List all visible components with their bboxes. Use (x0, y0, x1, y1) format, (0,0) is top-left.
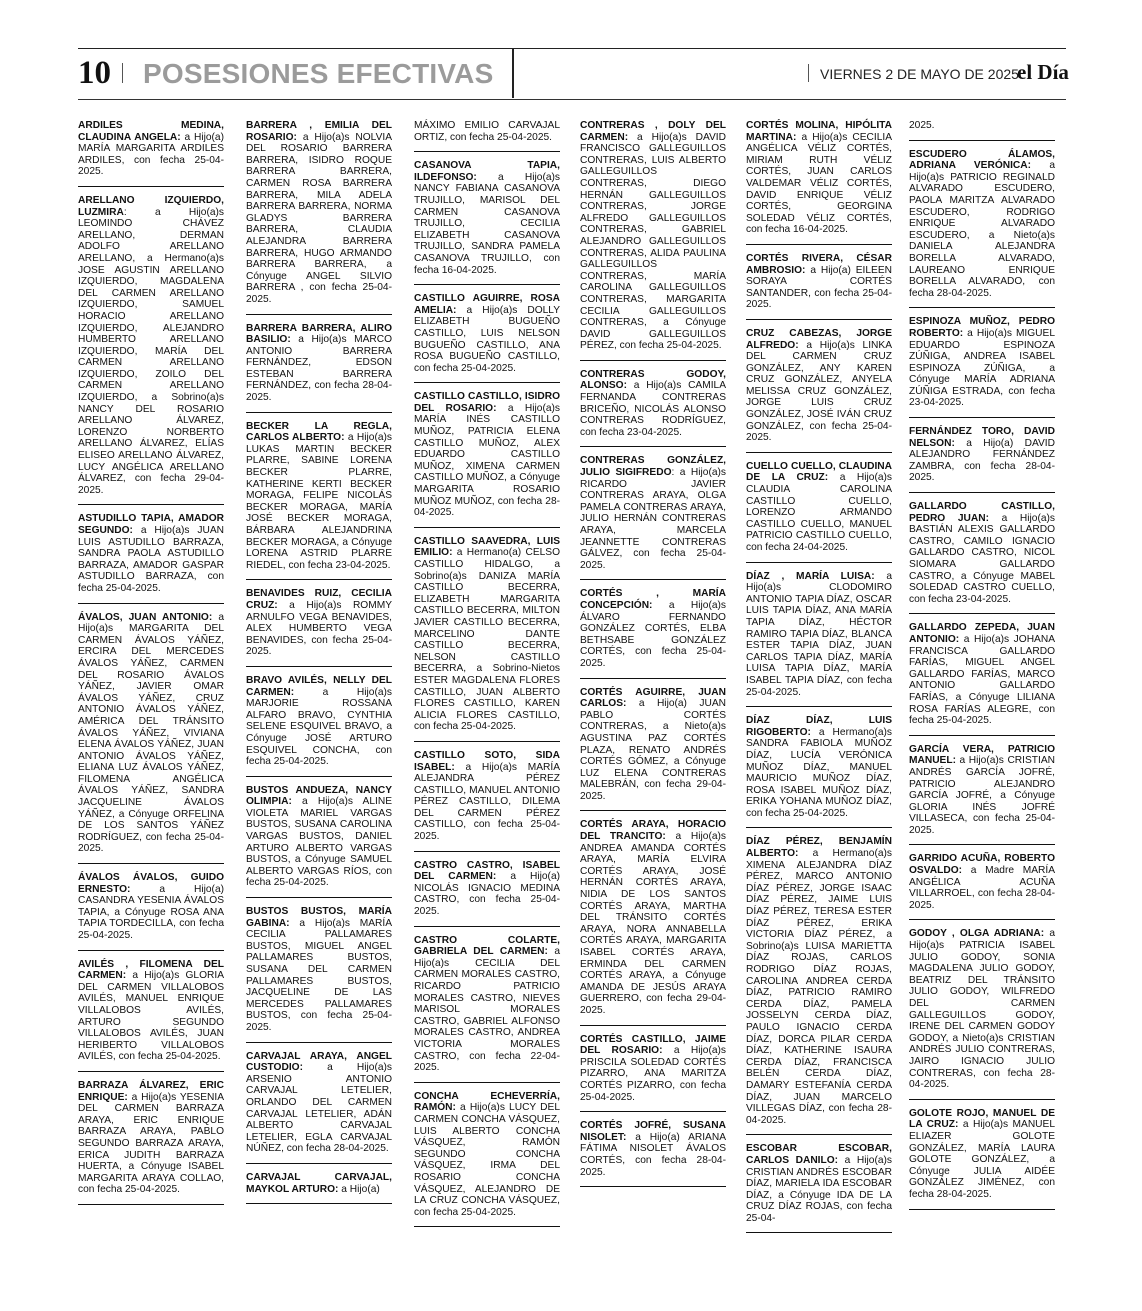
deceased-name: ARDILES MEDINA, CLAUDINA ANGELA: (78, 120, 224, 143)
notice-entry (746, 571, 892, 708)
deceased-name: CORTÉS RIVERA, CÉSAR AMBROSIO: (746, 252, 892, 276)
deceased-name: BUSTOS BUSTOS, MARÍA GABINA: (246, 906, 392, 929)
heirs-text: a Hijo(a)s CAMILA FERNANDA CONTRERAS BRICEÑO, NICOLÁS ALONSO CONTRERAS RODRÍGUEZ, con fecha 23-04-2025. (580, 380, 726, 438)
notice-entry (909, 149, 1055, 309)
notice-entry (580, 1120, 726, 1187)
notice-entry (78, 195, 224, 505)
heirs-text: a Hijo(a)s MIGUEL EDUARDO ESPINOZA ZÚÑIGA, ANDREA ISABEL ESPINOZA ZÚÑIGA, a Cónyuge MARÍA ADRIANA ZÚÑIGA ESTRADA, con fecha 23-04-2025. (909, 327, 1055, 409)
notice-entry (246, 120, 392, 315)
heirs-text: a Hijo(a)s LINKA DEL CARMEN CRUZ GONZÁLEZ, ANY KAREN CRUZ GONZÁLEZ, ANYELA MELISSA CRUZ GONZÁLEZ, JORGE LUIS CRUZ GONZÁLEZ, JOSÉ IVÁN CRUZ GONZÁLEZ, con fecha 25-04-2025. (746, 339, 892, 444)
deceased-name: CASANOVA TAPIA, ILDEFONSO: (414, 160, 560, 183)
continued-text: 2025. (909, 120, 1055, 141)
deceased-name: BARRERA BARRERA, ALIRO BASILIO: (246, 322, 392, 346)
deceased-name: AVILÉS , FILOMENA DEL CARMEN: (78, 958, 224, 982)
heirs-text: a Hijo(a)s MARJORIE ROSSANA ALFARO BRAVO, CYNTHIA SELENE ESQUIVEL BRAVO, a Cónyuge JOSÉ ARTURO ESQUIVEL CONCHA, con fecha 25-04-2025. (246, 686, 392, 768)
notice-entry (746, 715, 892, 828)
notice-entry (414, 860, 560, 927)
deceased-name: ESCUDERO ÁLAMOS, ADRIANA VERÓNICA: (909, 148, 1055, 172)
heirs-text: a Hijo(a)s ANDREA AMANDA CORTÉS ARAYA, MARÍA ELVIRA CORTÉS ARAYA, JOSÉ HERNÁN CORTÉS ARAYA, NIDIA DE LOS SANTOS CORTÉS ARAYA, MARTHA DEL TRÁNSITO CORTÉS ARAYA, NORA ANNABELLA CORTÉS ARAYA, MARGARITA ISABEL CORTÉS ARAYA, ERMINDA DEL CARMEN CORTÉS ARAYA, a Cónyuge AMANDA DE JESÚS ARAYA GUERRERO, con fecha 29-04-2025. (580, 831, 726, 1016)
notice-entry (580, 687, 726, 812)
deceased-name: DÍAZ PÉREZ, BENJAMÍN ALBERTO: (746, 836, 892, 860)
notice-entry (246, 1172, 392, 1204)
deceased-name: CASTILLO AGUIRRE, ROSA AMELIA: (414, 293, 560, 316)
heirs-text: a Hermano(a) CELSO CASTILLO HIDALGO, a Sobrino(a)s DANIZA MARÍA CASTILLO BECERRA, ELIZABETH MARGARITA CASTILLO BECERRA, MILTON JAVIER CASTILLO BECERRA, MARCELINO DANTE CASTILLO BECERRA, NELSON CASTILLO BECERRA, a Sobrino-Nietos ESTER MAGDALENA FLORES CASTILLO, JUAN ALBERTO FLORES CASTILLO, KAREN ALICIA FLORES CASTILLO, con fecha 25-04-2025. (414, 547, 560, 733)
heirs-text: a Hijo(a)s LUKAS MARTIN BECKER PLARRE, SABINE LORENA BECKER PLARRE, KATHERINE KERTI BECKER MORAGA, FELIPE NICOLÁS BECKER MORAGA, MARÍA JOSÉ BECKER MORAGA, BÁRBARA ALEJANDRINA BECKER MORAGA, a Cónyuge LORENA ASTRID PLARRE RIEDEL, con fecha 23-04-2025. (246, 432, 392, 571)
column-3 (414, 120, 560, 1235)
notice-entry (909, 853, 1055, 920)
notice-entry (246, 1051, 392, 1164)
heirs-text: a Hijo(a)s JUAN LUIS ASTUDILLO BARRAZA, SANDRA PAOLA ASTUDILLO BARRAZA, AMADOR GASPAR ASTUDILLO BARRAZA, con fecha 25-04-2025. (78, 525, 224, 594)
notice-entry (246, 323, 392, 413)
page-number: 10 (78, 55, 111, 91)
deceased-name: GARRIDO ACUÑA, ROBERTO OSVALDO: (909, 853, 1055, 877)
notice-entry (78, 872, 224, 951)
heirs-text: a Hijo(a)s MARÍA ALEJANDRA PÉREZ CASTILLO, MANUEL ANTONIO PÉREZ CASTILLO, DILEMA DEL CARMEN PÉREZ CASTILLO, con fecha 25-04-2025. (414, 761, 560, 843)
deceased-name: GOLOTE ROJO, MANUEL DE LA CRUZ: (909, 1107, 1055, 1131)
heirs-text: a Hijo(a) (338, 1183, 380, 1195)
section-title: POSESIONES EFECTIVAS (143, 58, 494, 89)
notice-entry (746, 1143, 892, 1233)
heirs-text: a Hijo(a) MARÍA MARGARITA ARDILES ARDILES, con fecha 25-04-2025. (78, 131, 224, 178)
newspaper-logo: el Día (1017, 60, 1069, 84)
notice-entry (909, 316, 1055, 418)
notice-entry (414, 160, 560, 285)
notice-entry (78, 513, 224, 603)
heirs-text: a Hijo(a) CASANDRA YESENIA ÁVALOS TAPIA, a Cónyuge ROSA ANA TAPIA TORDECILLA, con fecha 25-04-2025. (78, 883, 224, 941)
notice-entry (580, 369, 726, 448)
heirs-text: a Hijo(a)s MANUEL ELIAZER GOLOTE GONZÁLEZ, MARÍA LAURA GOLOTE GONZÁLEZ, a Cónyuge JULIA AIDÉE GONZÁLEZ JIMÉNEZ, con fecha 28-04-2025. (909, 1119, 1055, 1200)
header-divider (512, 48, 514, 98)
heirs-text: a Madre MARÍA ANGÉLICA ACUÑA VILLARROEL, con fecha 28-04-2025. (909, 865, 1055, 911)
heirs-text: a Hijo(a)s DOLLY ELIZABETH BUGUEÑO CASTILLO, LUIS NELSON BUGUEÑO CASTILLO, ANA ROSA BUGUEÑO CASTILLO, con fecha 25-04-2025. (414, 304, 560, 374)
column-2 (246, 120, 392, 1212)
heirs-text: a Hijo(a)s CECILIA DEL CARMEN MORALES CASTRO, RICARDO PATRICIO MORALES CASTRO, NIEVES MARISOL MORALES CASTRO, GABRIEL ALFONSO MORALES CASTRO, ANDREA VICTORIA MORALES CASTRO, con fecha 22-04-2025. (414, 946, 560, 1074)
heirs-text: a Hijo(a)s MARGARITA DEL CARMEN ÁVALOS YÁÑEZ, ERCIRA DEL MERCEDES ÁVALOS YÁÑEZ, CARMEN DEL ROSARIO ÁVALOS YÁÑEZ, JAVIER OMAR ÁVALOS YÁÑEZ, CRUZ ANTONIO ÁVALOS YÁÑEZ, AMÉRICA DEL TRÁNSITO ÁVALOS YÁÑEZ, VIVIANA ELENA ÁVALOS YÁÑEZ, JUAN ANTONIO ÁVALOS YÁÑEZ, ELIANA LUZ ÁVALOS YÁÑEZ, FILOMENA ANGÉLICA ÁVALOS YÁÑEZ, SANDRA JACQUELINE ÁVALOS YÁÑEZ, a Cónyuge ORFELINA DE LOS SANTOS YÁÑEZ RODRÍGUEZ, con fecha 25-04-2025. (78, 611, 225, 855)
deceased-name: CORTÉS CASTILLO, JAIME DEL ROSARIO: (580, 1033, 726, 1057)
deceased-name: CASTILLO SOTO, SIDA ISABEL: (414, 749, 560, 773)
deceased-name: CRUZ CABEZAS, JORGE ALFREDO: (746, 327, 892, 351)
notice-entry (909, 744, 1055, 846)
notice-entry (580, 1034, 726, 1113)
heirs-text: a Hijo(a)s ÁLVARO FERNANDO GONZÁLEZ CORTÉS, ELBA BETHSABE GONZÁLEZ CORTÉS, con fecha 25-04-2025. (580, 599, 726, 669)
deceased-name: GALLARDO ZEPEDA, JUAN ANTONIO: (909, 622, 1055, 645)
column-1 (78, 120, 224, 1213)
deceased-name: CORTÉS AGUIRRE, JUAN CARLOS: (580, 686, 726, 710)
header-bottom-rule (78, 99, 1066, 100)
notice-entry (78, 1080, 224, 1205)
date-separator (808, 64, 809, 82)
deceased-name: CONTRERAS , DOLY DEL CARMEN: (580, 120, 726, 143)
deceased-name: CARVAJAL CARVAJAL, MAYKOL ARTURO: (246, 1171, 392, 1195)
heirs-text: a Hijo(a)s CECILIA ANGÉLICA VÉLIZ CORTÉS, MIRIAM RUTH VÉLIZ CORTÉS, JUAN CARLOS VALDEMAR VÉLIZ CORTÉS, DAVID ENRIQUE VÉLIZ CORTÉS, GEORGINA SOLEDAD VÉLIZ CORTÉS, con fecha 16-04-2025. (746, 131, 892, 236)
notice-entry (246, 588, 392, 667)
heirs-text: a Hijo(a) EILEEN SORAYA CORTÉS SANTANDER, con fecha 25-04-2025. (746, 264, 892, 311)
heirs-text: a Hijo(a)s YESENIA DEL CARMEN BARRAZA ARAYA, ERIC ENRIQUE BARRAZA ARAYA, PABLO SEGUNDO BARRAZA ARAYA, ERICA JUDITH BARRAZA HUERTA, a Cónyuge ISABEL MARGARITA ARAYA COLLAO, con fecha 25-04-2025. (78, 1091, 224, 1196)
notice-entry (746, 328, 892, 453)
notice-entry (909, 426, 1055, 493)
heirs-text: : a Hijo(a)s RICARDO JAVIER CONTRERAS ARAYA, OLGA PAMELA CONTRERAS ARAYA, JULIO HERNÁN CONTRERAS ARAYA, MARCELA JEANNETTE CONTRERAS GÁLVEZ, con fecha 25-04-2025. (580, 467, 726, 571)
deceased-name: CARVAJAL ARAYA, ANGEL CUSTODIO: (246, 1050, 392, 1074)
deceased-name: GARCÍA VERA, PATRICIO MANUEL: (909, 743, 1055, 767)
heirs-text: a Hijo(a) JUAN PABLO CORTÉS CONTRERAS, a Nieto(a)s AGUSTINA PAZ CORTÉS PLAZA, RENATO ANDRÉS CORTÉS GÓMEZ, a Cónyuge LUZ ELENA CONTRERAS MALEBRÁN, con fecha 29-04-2025. (580, 698, 726, 802)
heirs-text: a Hijo(a)s PATRICIO REGINALD ALVARADO ESCUDERO, PAOLA MARITZA ALVARADO ESCUDERO, RODRIGO ENRIQUE ALVARADO ESCUDERO, a Nieto(a)s DANIELA ALEJANDRA BORELLA ALVARADO, LAUREANO ENRIQUE BORELLA ALVARADO, con fecha 28-04-2025. (909, 160, 1055, 299)
deceased-name: DÍAZ DÍAZ, LUIS RIGOBERTO: (746, 715, 892, 738)
heirs-text: a Hijo(a)s LUCY DEL CARMEN CONCHA VÁSQUEZ, LUIS ALBERTO CONCHA VÁSQUEZ, RAMÓN SEGUNDO CONCHA VÁSQUEZ, IRMA DEL ROSARIO CONCHA VÁSQUEZ, ALEJANDRO DE LA CRUZ CONCHA VÁSQUEZ, con fecha 25-04-2025. (414, 1102, 560, 1218)
column-6 (909, 120, 1055, 1218)
deceased-name: BARRAZA ÁLVAREZ, ERIC ENRIQUE: (78, 1079, 224, 1103)
deceased-name: CONTRERAS GONZÁLEZ, JULIO SIGIFREDO (580, 455, 726, 479)
heirs-text: a Hijo(a)s BASTIÁN ALEXIS GALLARDO CASTRO, CAMILO IGNACIO GALLARDO CASTRO, NICOL SIOMARA GALLARDO CASTRO, a Cónyuge MABEL SOLEDAD CASTRO CUELLO, con fecha 23-04-2025. (909, 512, 1055, 605)
heirs-text: a Hijo(a)s ALINE VIOLETA MARIEL VARGAS BUSTOS, SUSANA CAROLINA VARGAS BUSTOS, DANIEL ARTURO ALBERTO VARGAS BUSTOS, a Cónyuge SAMUEL ALBERTO VARGAS RÍOS, con fecha 25-04-2025. (246, 796, 392, 889)
notice-entry (246, 785, 392, 898)
deceased-name: CASTILLO CASTILLO, ISIDRO DEL ROSARIO: (414, 391, 560, 414)
heirs-text: a Hijo(a)s DAVID FRANCISCO GALLEGUILLOS CONTRERAS, LUIS ALBERTO GALLEGUILLOS CONTRERAS, DIEGO HERNÁN GALLEGUILLOS CONTRERAS, JORGE ALFREDO GALLEGUILLOS CONTRERAS, GABRIEL ALEJANDRO GALLEGUILLOS CONTRERAS, ALIDA PAULINA GALLEGUILLOS CONTRERAS, MARÍA CAROLINA GALLEGUILLOS CONTRERAS, MARGARITA CECILIA GALLEGUILLOS CONTRERAS, a Cónyuge DAVID GALLEGUILLOS PÉREZ, con fecha 25-04-2025. (580, 131, 726, 352)
heirs-text: a Hijo(a)s JOHANA FRANCISCA GALLARDO FARÍAS, MIGUEL ANGEL GALLARDO FARÍAS, MARCO ANTONIO GALLARDO FARÍAS, a Cónyuge LILIANA ROSA FARÍAS ALEGRE, con fecha 25-04-2025. (909, 633, 1055, 727)
notice-entry (909, 622, 1055, 735)
notice-entry (414, 935, 560, 1083)
heirs-text: a Hijo(a) DAVID ALEJANDRO FERNÁNDEZ ZAMBRA, con fecha 28-04-2025. (909, 437, 1055, 484)
notice-entry (746, 253, 892, 320)
notice-entry (746, 461, 892, 563)
deceased-name: BENAVIDES RUIZ, CECILIA CRUZ: (246, 588, 392, 611)
heirs-text: a Hijo(a)s CRISTIAN ANDRÉS GARCÍA JOFRÉ, PATRICIO ALEJANDRO GARCÍA JOFRÉ, a Cónyuge GLORIA INÉS JOFRÉ VILLASECA, con fecha 25-04-2025. (909, 755, 1055, 836)
notice-entry (78, 959, 224, 1072)
deceased-name: ARELLANO IZQUIERDO, LUZMIRA (78, 194, 224, 218)
deceased-name: BRAVO AVILÉS, NELLY DEL CARMEN: (246, 674, 392, 698)
deceased-name: CUELLO CUELLO, CLAUDINA DE LA CRUZ: (746, 460, 892, 484)
heirs-text: a Hijo(a)s CLODOMIRO ANTONIO TAPIA DÍAZ, OSCAR LUIS TAPIA DÍAZ, ANA MARÍA TAPIA DÍAZ, HÉCTOR RAMIRO TAPIA DÍAZ, BLANCA ESTER TAPIA DÍAZ, JUAN CARLOS TAPIA DÍAZ, MARÍA LUISA TAPIA DÍAZ, MARÍA ISABEL TAPIA DÍAZ, con fecha 25-04-2025. (746, 570, 892, 698)
deceased-name: CASTRO CASTRO, ISABEL DEL CARMEN: (414, 859, 560, 883)
notice-entry (414, 750, 560, 852)
heirs-text: a Hijo(a)s CRISTIAN ANDRÉS ESCOBAR DÍAZ, MARIELA IDA ESCOBAR DÍAZ, a Cónyuge IDA DE LA CRUZ DÍAZ ROJAS, con fecha 25-04- (746, 1154, 892, 1224)
deceased-name: GALLARDO CASTILLO, PEDRO JUAN: (909, 501, 1055, 524)
notice-entry (909, 928, 1055, 1099)
notice-entry (909, 501, 1055, 614)
heirs-text: a Hijo(a)s CLAUDIA CAROLINA CASTILLO CUELLO, LORENZO ARMANDO CASTILLO CUELLO, MANUEL PATRICIO CASTILLO CUELLO, con fecha 24-04-2025. (746, 472, 892, 553)
deceased-name: CONCHA ECHEVERRÍA, RAMÓN: (414, 1090, 560, 1114)
notice-entry (746, 836, 892, 1135)
deceased-name: BUSTOS ANDUEZA, NANCY OLIMPIA: (246, 784, 392, 808)
deceased-name: CASTILLO SAAVEDRA, LUIS EMILIO: (414, 535, 560, 559)
deceased-name: CORTÉS , MARÍA CONCEPCIÓN: (580, 588, 726, 611)
notice-entry (580, 819, 726, 1025)
heirs-text: a Hijo(a) NICOLÁS IGNACIO MEDINA CASTRO, con fecha 25-04-2025. (414, 871, 561, 918)
notice-entry (746, 120, 892, 245)
deceased-name: FERNÁNDEZ TORO, DAVID NELSON: (909, 426, 1055, 449)
deceased-name: ÁVALOS, JUAN ANTONIO: (78, 611, 213, 623)
heirs-text: a Hijo(a)s PATRICIA ISABEL JULIO GODOY, SONIA MAGDALENA JULIO GODOY, BEATRIZ DEL TRÁNSITO JULIO GODOY, WILFREDO DEL CARMEN GALLEGUILLOS GODOY, IRENE DEL CARMEN GODOY GODOY, a Nieto(a)s CRISTIAN ANDRÉS JULIO CONTRERAS, JAIRO IGNACIO JULIO CONTRERAS, con fecha 28-04-2025. (909, 928, 1056, 1091)
heirs-text: a Hermano(a)s SANDRA FABIOLA MUÑOZ DÍAZ, LUCÍA VERÓNICA MUÑOZ DÍAZ, MANUEL MAURICIO MUÑOZ DÍAZ, ROSA ISABEL MUÑOZ DÍAZ, ERIKA YOHANA MUÑOZ DÍAZ, con fecha 25-04-2025. (746, 726, 892, 819)
deceased-name: ÁVALOS ÁVALOS, GUIDO ERNESTO: (78, 872, 224, 895)
notice-entry (580, 455, 726, 580)
deceased-name: CASTRO COLARTE, GABRIELA DEL CARMEN: (414, 934, 560, 958)
notice-entry (909, 1108, 1055, 1210)
deceased-name: ASTUDILLO TAPIA, AMADOR SEGUNDO: (78, 513, 224, 536)
deceased-name: DÍAZ , MARÍA LUISA: (746, 570, 875, 582)
issue-date: VIERNES 2 DE MAYO DE 2025 (820, 66, 1019, 82)
notice-entry (414, 536, 560, 742)
header-top-rule (78, 48, 1066, 49)
header-separator (122, 63, 123, 83)
heirs-text: a Hijo(a)s ROMMY ARNULFO VEGA BENAVIDES, ALEX HUMBERTO VEGA BENAVIDES, con fecha 25-04-2025. (246, 599, 392, 658)
heirs-text: a Hermano(a)s XIMENA ALEJANDRA DÍAZ PÉREZ, MARCO ANTONIO DÍAZ PÉREZ, JORGE ISAAC DÍAZ PÉREZ, JAIME LUIS DÍAZ PÉREZ, TERESA ESTER DÍAZ PÉREZ, ERIKA VICTORIA DÍAZ PÉREZ, a Sobrino(a)s LUISA MARIETTA DÍAZ ROJAS, CARLOS RODRIGO DÍAZ ROJAS, CAROLINA ANDREA CERDA DÍAZ, PATRICIO RAMIRO CERDA DÍAZ, PAMELA JOSSELYN CERDA DÍAZ, PAULO IGNACIO CERDA DÍAZ, DORCA PILAR CERDA DÍAZ, KATHERINE ISAURA CERDA DÍAZ, FRANCISCA BELÉN CERDA DÍAZ, DAMARY ESTEFANÍA CERDA DÍAZ, JUAN MARCELO VILLEGAS DÍAZ, con fecha 28-04-2025. (746, 848, 892, 1126)
continued-text: MÁXIMO EMILIO CARVAJAL ORTIZ, con fecha 25-04-2025. (414, 120, 560, 152)
heirs-text: a Hijo(a) ARIANA FÁTIMA NISOLET ÁVALOS CORTÉS, con fecha 28-04-2025. (580, 1131, 726, 1178)
heirs-text: a Hijo(a)s NOLVIA DEL ROSARIO BARRERA BARRERA, ISIDRO ROQUE BARRERA BARRERA, CARMEN ROSA BARRERA BARRERA, MILA ADELA BARRERA BARRERA, NORMA GLADYS BARRERA BARRERA, CLAUDIA ALEJANDRA BARRERA BARRERA, HUGO ARMANDO BARRERA BARRERA, a Cónyuge ANGEL SILVIO BARRERA , con fecha 25-04-2025. (246, 131, 392, 305)
column-4 (580, 120, 726, 1195)
heirs-text: : a Hijo(a)s LEOMINDO CHÁVEZ ARELLANO, DERMAN ADOLFO ARELLANO ARELLANO, a Hermano(a)s JOSE AGUSTIN ARELLANO IZQUIERDO, MAGDALENA DEL CARMEN ARELLANO IZQUIERDO, SAMUEL HORACIO ARELLANO IZQUIERDO, ALEJANDRO HUMBERTO ARELLANO IZQUIERDO, MARÍA DEL CARMEN ARELLANO IZQUIERDO, ZOILO DEL CARMEN ARELLANO IZQUIERDO, a Sobrino(a)s NANCY DEL ROSARIO ARELLANO ÁLVAREZ, LORENZO NORBERTO ARELLANO ÁLVAREZ, ELÍAS ELISEO ARELLANO ÁLVAREZ, LUCY ANGÉLICA ARELLANO ÁLVAREZ, con fecha 29-04-2025. (78, 206, 224, 496)
heirs-text: a Hijo(a)s MARCO ANTONIO BARRERA FERNÁNDEZ, EDSON ESTEBAN BARRERA FERNÁNDEZ, con fecha 28-04-2025. (246, 334, 392, 404)
heirs-text: a Hijo(a)s NANCY FABIANA CASANOVA TRUJILLO, MARISOL DEL CARMEN CASANOVA TRUJILLO, CECILIA ELIZABETH CASANOVA TRUJILLO, SANDRA PAMELA CASANOVA TRUJILLO, con fecha 16-04-2025. (414, 171, 560, 276)
heirs-text: a Hijo(a)s MARÍA INÉS CASTILLO MUÑOZ, PATRICIA ELENA CASTILLO MUÑOZ, ALEX EDUARDO CASTILLO MUÑOZ, XIMENA CARMEN CASTILLO MUÑOZ, a Cónyuge MARGARITA ROSARIO MUÑOZ MUÑOZ, con fecha 28-04-2025. (414, 402, 560, 519)
deceased-name: BARRERA , EMILIA DEL ROSARIO: (246, 120, 392, 143)
deceased-name: BECKER LA REGLA, CARLOS ALBERTO: (246, 420, 392, 444)
notice-entry (78, 120, 224, 187)
deceased-name: ESCOBAR ESCOBAR, CARLOS DANILO: (746, 1143, 892, 1166)
notice-entry (580, 120, 726, 361)
notice-entry (580, 588, 726, 678)
notice-entry (414, 1091, 560, 1228)
deceased-name: ESPINOZA MUÑOZ, PEDRO ROBERTO: (909, 316, 1055, 339)
heirs-text: a Hijo(a)s PRISCILA SOLEDAD CORTÉS PIZARRO, ANA MARITZA CORTÉS PIZARRO, con fecha 25-04-2025. (580, 1045, 726, 1103)
heirs-text: a Hijo(a)s ARSENIO ANTONIO CARVAJAL LETELIER, ORLANDO DEL CARMEN CARVAJAL LETELIER, ADÁN ALBERTO CARVAJAL LETELIER, EGLA CARVAJAL NÚÑEZ, con fecha 28-04-2025. (246, 1062, 392, 1155)
notice-entry (414, 293, 560, 383)
notice-entry (246, 906, 392, 1043)
deceased-name: CORTÉS MOLINA, HIPÓLITA MARTINA: (746, 120, 892, 143)
notice-entry (78, 612, 224, 864)
heirs-text: a Hijo(a)s GLORIA DEL CARMEN VILLALOBOS AVILÉS, MANUEL ENRIQUE VILLALOBOS AVILÉS, ARTURO SEGUNDO VILLALOBOS AVILÉS, JUAN HERIBERTO VILLALOBOS AVILÉS, con fecha 25-04-2025. (78, 970, 224, 1063)
heirs-text: a Hijo(a)s MARÍA CECILIA PALLAMARES BUSTOS, MIGUEL ANGEL PALLAMARES BUSTOS, SUSANA DEL CARMEN PALLAMARES BUSTOS, JACQUELINE DE LAS MERCEDES PALLAMARES BUSTOS, con fecha 25-04-2025. (246, 917, 392, 1033)
deceased-name: CONTRERAS GODOY, ALONSO: (580, 368, 726, 392)
column-5 (746, 120, 892, 1241)
deceased-name: GODOY , OLGA ADRIANA: (909, 928, 1045, 940)
notice-entry (414, 391, 560, 528)
deceased-name: CORTÉS JOFRÉ, SUSANA NISOLET: (580, 1120, 726, 1143)
deceased-name: CORTÉS ARAYA, HORACIO DEL TRANCITO: (580, 819, 726, 843)
notice-entry (246, 421, 392, 581)
notice-entry (246, 675, 392, 777)
